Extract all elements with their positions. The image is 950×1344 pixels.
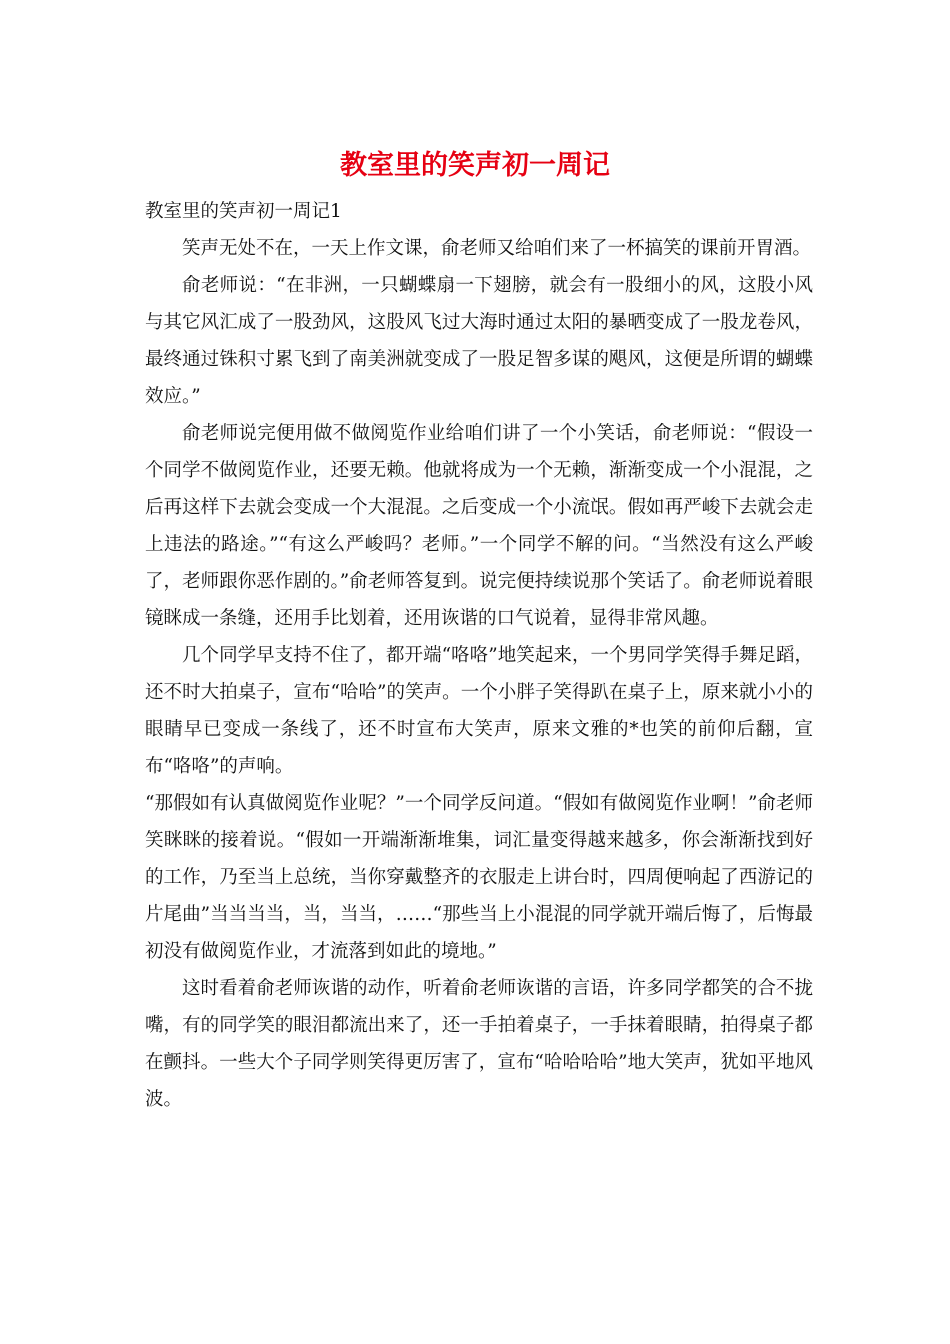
document-body	[145, 193, 813, 1118]
paragraph-7: 这时看着俞老师诙谐的动作，听着俞老师诙谐的言语，许多同学都笑的合不拢嘴，有的同学笑的眼泪都流出来了，还一手拍着桌子，一手抹着眼睛，拍得桌子都在颤抖。一些大个子同学则笑得更厉害了，宣布“哈哈哈哈”地大笑声，犹如平地风波。	[145, 978, 813, 1110]
paragraph-6: “那假如有认真做阅览作业呢？”一个同学反问道。“假如有做阅览作业啊！”俞老师笑眯眯的接着说。“假如一开端渐渐堆集，词汇量变得越来越多，你会渐渐找到好的工作，乃至当上总统，当你穿戴整齐的衣服走上讲台时，四周便响起了西游记的片尾曲”当当当当，当，当当，……“那些当上小混混的同学就开端后悔了，后悔最初没有做阅览作业，才流落到如此的境地。”	[145, 793, 813, 962]
document-title: 教室里的笑声初一周记	[340, 150, 610, 181]
paragraph-5: 几个同学早支持不住了，都开端“咯咯”地笑起来，一个男同学笑得手舞足蹈，还不时大拍桌子，宣布“哈哈”的笑声。一个小胖子笑得趴在桌子上，原来就小小的眼睛早已变成一条线了，还不时宣布大笑声，原来文雅的*也笑的前仰后翻，宣布“咯咯”的声响。	[145, 645, 813, 777]
paragraph-2: 笑声无处不在，一天上作文课，俞老师又给咱们来了一杯搞笑的课前开胃酒。	[182, 238, 812, 259]
paragraph-4: 俞老师说完便用做不做阅览作业给咱们讲了一个小笑话，俞老师说：“假设一个同学不做阅览作业，还要无赖。他就将成为一个无赖，渐渐变成一个小混混，之后再这样下去就会变成一个大混混。之后变成一个小流氓。假如再严峻下去就会走上违法的路途。”“有这么严峻吗？老师。”一个同学不解的问。“当然没有这么严峻了，老师跟你恶作剧的。”俞老师答复到。说完便持续说那个笑话了。俞老师说着眼镜眯成一条缝，还用手比划着，还用诙谐的口气说着，显得非常风趣。	[145, 423, 813, 629]
paragraph-3: 俞老师说：“在非洲，一只蝴蝶扇一下翅膀，就会有一股细小的风，这股小风与其它风汇成了一股劲风，这股风飞过大海时通过太阳的暴晒变成了一股龙卷风，最终通过铢积寸累飞到了南美洲就变成了一股足智多谋的飓风，这便是所谓的蝴蝶效应。”	[145, 275, 813, 407]
paragraph-1: 教室里的笑声初一周记1	[145, 201, 342, 222]
